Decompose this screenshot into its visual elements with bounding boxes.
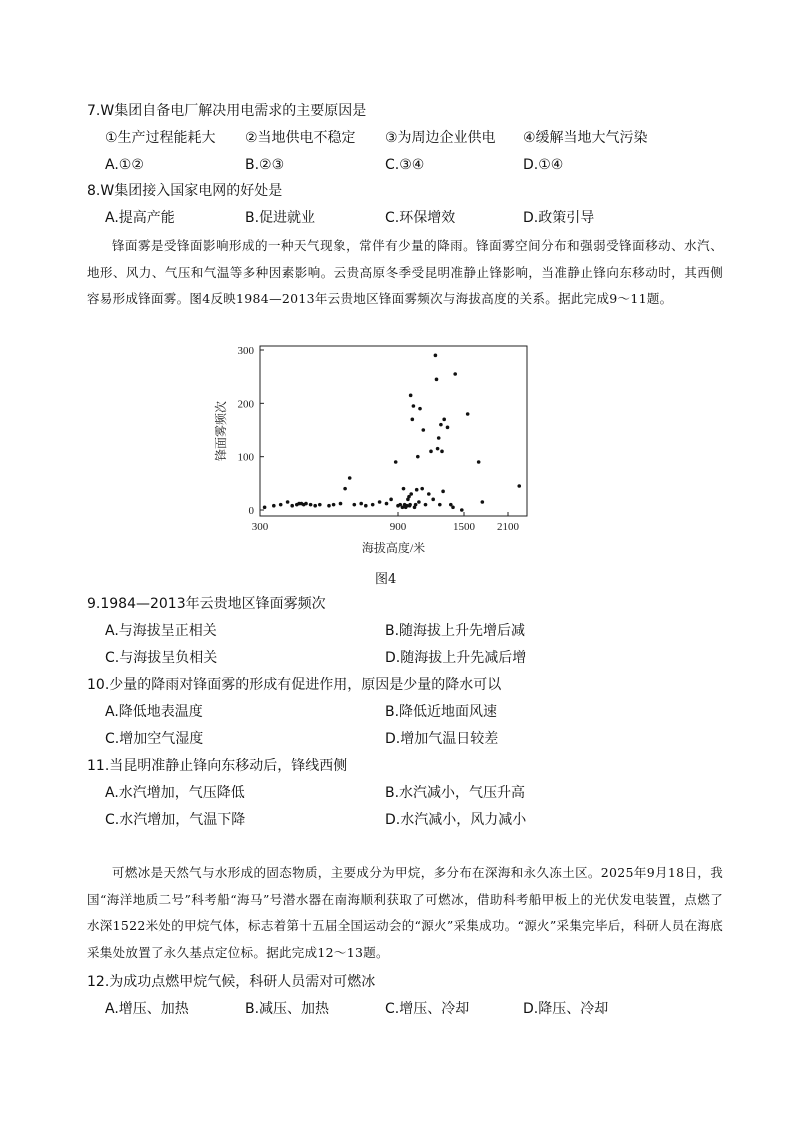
data-point xyxy=(422,428,426,432)
q7-option-c: C.③④ xyxy=(385,157,425,173)
x-tick-label: 1500 xyxy=(453,521,475,533)
q11-stem: 11.当昆明准静止锋向东移动后，锋线西侧 xyxy=(87,758,348,774)
data-point xyxy=(436,447,440,451)
data-point xyxy=(429,450,433,454)
data-point xyxy=(348,476,352,480)
x-axis-label: 海拔高度/米 xyxy=(361,541,426,555)
data-point xyxy=(313,504,317,508)
q10-option-b: B.降低近地面风速 xyxy=(385,704,498,720)
data-point xyxy=(327,504,331,508)
data-point xyxy=(477,460,481,464)
data-point xyxy=(385,502,389,506)
data-point xyxy=(424,503,428,507)
passage-combustible-ice-text: 可燃冰是天然气与水形成的固态物质，主要成分为甲烷，多分布在深海和永久冻土区。2025年9月18日，我国“海洋地质二号”科考船“海马”号潜水器在南海顺利获取了可燃冰，借助科考船甲板上的光伏发电装置，点燃了水深1522米处的甲烷气体，标志着第十五届全国运动会的“源火”采集成功。“源火”采集完毕后，科研人员在海底采集处放置了永久基点定位标。据此完成12～13题。 xyxy=(87,865,723,960)
data-point xyxy=(517,484,521,488)
q9-option-b: B.随海拔上升先增后减 xyxy=(385,623,526,639)
x-tick-label: 900 xyxy=(389,521,407,533)
q10-option-a: A.降低地表温度 xyxy=(105,704,203,720)
passage-fog-text: 锋面雾是受锋面影响形成的一种天气现象，常伴有少量的降雨。锋面雾空间分布和强弱受锋面移动、水汽、地形、风力、气压和气温等多种因素影响。云贵高原冬季受昆明准静止锋影响，当准静止锋向东移动时，其西侧容易形成锋面雾。图4反映1984—2013年云贵地区锋面雾频次与海拔高度的关系。据此完成9～11题。 xyxy=(87,238,723,306)
figure-label: 图4 xyxy=(375,572,397,587)
data-point xyxy=(402,487,406,491)
q8-option-a: A.提高产能 xyxy=(105,210,175,226)
data-point xyxy=(286,500,290,504)
x-tick-label: 300 xyxy=(251,521,269,533)
data-point xyxy=(434,354,438,358)
data-point xyxy=(290,504,294,508)
data-point xyxy=(446,426,450,430)
plot-frame xyxy=(260,346,527,516)
data-point xyxy=(437,436,441,440)
data-point xyxy=(453,372,457,376)
data-point xyxy=(481,500,485,504)
data-point xyxy=(343,487,347,491)
q7-item-2: ②当地供电不稳定 xyxy=(245,130,356,146)
q8-stem: 8.W集团接入国家电网的好处是 xyxy=(87,183,283,199)
data-point xyxy=(460,508,464,512)
q7-option-a: A.①② xyxy=(105,157,144,173)
y-tick-label: 100 xyxy=(237,451,254,464)
data-point xyxy=(439,423,443,427)
data-point xyxy=(418,407,422,411)
data-point xyxy=(309,503,313,507)
q11-option-d: D.水汽减小，风力减小 xyxy=(385,812,527,828)
data-point xyxy=(466,412,470,416)
q7-stem: 7.W集团自备电厂解决用电需求的主要原因是 xyxy=(87,103,367,119)
y-tick-label: 200 xyxy=(237,398,254,411)
y-axis-label: 锋面雾频次 xyxy=(214,400,228,462)
data-point xyxy=(332,503,336,507)
data-point xyxy=(409,394,413,398)
q10-option-d: D.增加气温日较差 xyxy=(385,731,499,747)
data-point xyxy=(339,502,343,506)
data-point xyxy=(318,503,322,507)
data-point xyxy=(451,506,455,510)
y-tick-label: 0 xyxy=(248,505,254,517)
data-point xyxy=(416,455,420,459)
data-point xyxy=(440,450,444,454)
data-point xyxy=(427,492,431,496)
q9-option-d: D.随海拔上升先减后增 xyxy=(385,650,527,666)
q12-option-a: A.增压、加热 xyxy=(105,1001,189,1017)
data-point xyxy=(378,500,382,504)
q7-option-d: D.①④ xyxy=(523,157,564,173)
y-tick-label: 300 xyxy=(237,345,254,357)
chart-points xyxy=(263,354,521,512)
x-tick-label: 2100 xyxy=(497,521,519,533)
data-point xyxy=(420,487,424,491)
q8-option-c: C.环保增效 xyxy=(385,210,456,226)
data-point xyxy=(304,502,308,506)
q11-option-b: B.水汽减小，气压升高 xyxy=(385,785,526,801)
q7-option-b: B.②③ xyxy=(245,157,285,173)
data-point xyxy=(364,504,368,508)
q12-option-b: B.减压、加热 xyxy=(245,1001,330,1017)
data-point xyxy=(371,503,375,507)
data-point xyxy=(435,378,439,382)
data-point xyxy=(417,500,421,504)
data-point xyxy=(441,490,445,494)
data-point xyxy=(438,503,442,507)
data-point xyxy=(272,504,276,508)
data-point xyxy=(394,460,398,464)
data-point xyxy=(409,492,413,496)
data-point xyxy=(408,503,412,507)
q7-item-4: ④缓解当地大气污染 xyxy=(523,130,648,146)
q9-option-c: C.与海拔呈负相关 xyxy=(105,650,218,666)
q8-option-d: D.政策引导 xyxy=(523,210,595,226)
data-point xyxy=(431,498,435,502)
data-point xyxy=(414,503,418,507)
data-point xyxy=(411,418,415,422)
data-point xyxy=(279,503,283,507)
data-point xyxy=(412,404,416,408)
data-point xyxy=(359,502,363,506)
data-point xyxy=(415,488,419,492)
data-point xyxy=(353,503,357,507)
q12-option-d: D.降压、冷却 xyxy=(523,1001,609,1017)
q9-option-a: A.与海拔呈正相关 xyxy=(105,623,217,639)
passage-combustible-ice xyxy=(87,860,723,966)
q11-option-c: C.水汽增加，气温下降 xyxy=(105,812,246,828)
q12-stem: 12.为成功点燃甲烷气候，科研人员需对可燃冰 xyxy=(87,974,376,990)
q10-stem: 10.少量的降雨对锋面雾的形成有促进作用，原因是少量的降水可以 xyxy=(87,677,502,693)
q7-item-3: ③为周边企业供电 xyxy=(385,130,496,146)
q10-option-c: C.增加空气湿度 xyxy=(105,731,204,747)
chart-axes xyxy=(213,345,527,555)
fog-altitude-scatter-chart xyxy=(205,338,535,568)
passage-fog xyxy=(87,233,723,313)
q11-option-a: A.水汽增加，气压降低 xyxy=(105,785,245,801)
data-point xyxy=(263,506,267,510)
data-point xyxy=(442,418,446,422)
q8-option-b: B.促进就业 xyxy=(245,210,316,226)
q9-stem: 9.1984—2013年云贵地区锋面雾频次 xyxy=(87,596,326,612)
q7-item-1: ①生产过程能耗大 xyxy=(105,130,216,146)
data-point xyxy=(389,498,393,502)
q12-option-c: C.增压、冷却 xyxy=(385,1001,470,1017)
